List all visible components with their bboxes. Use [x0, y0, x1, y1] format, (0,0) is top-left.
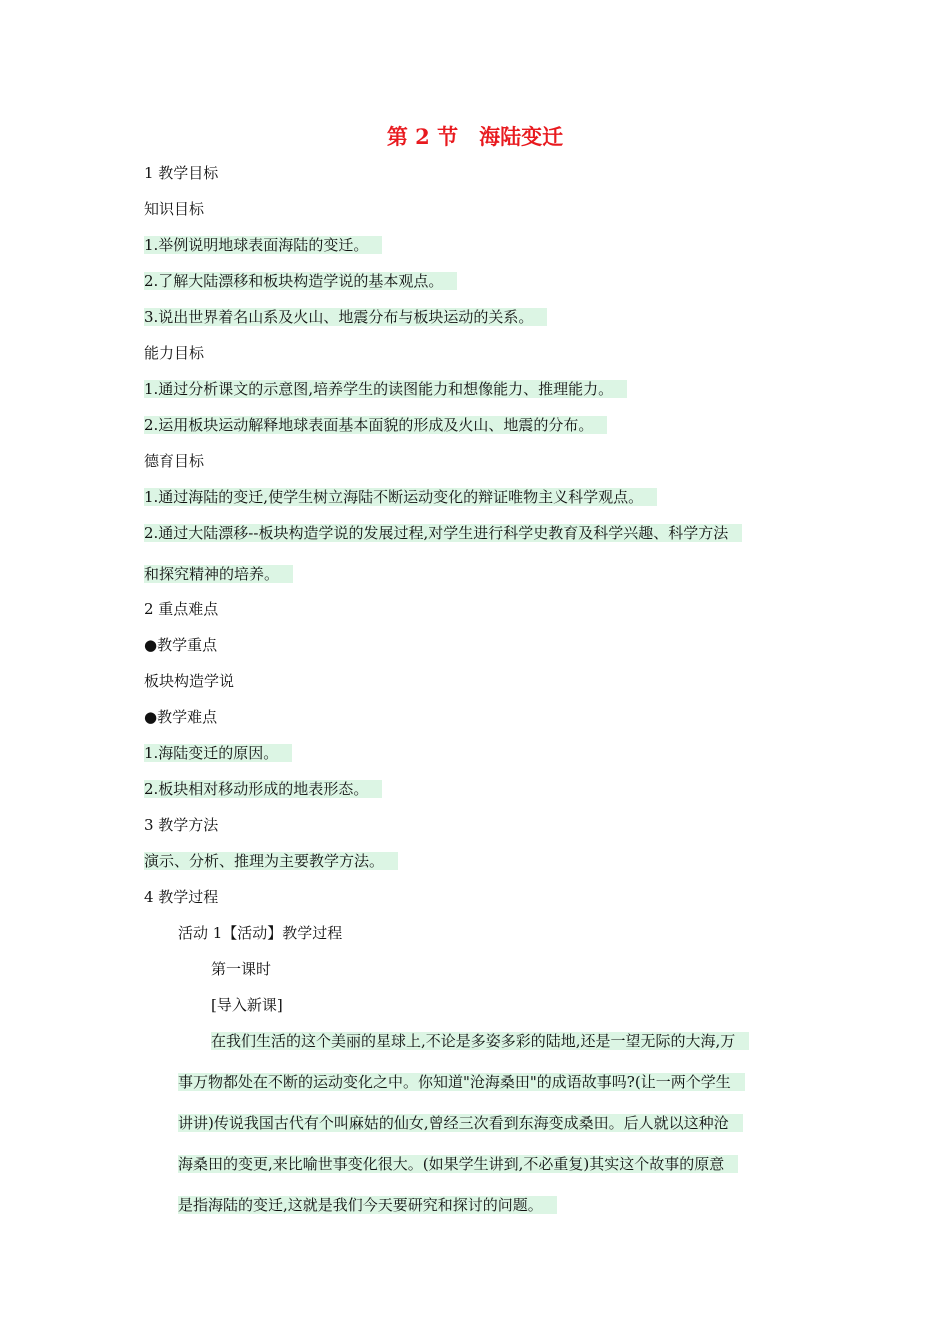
text-line: [144, 850, 398, 872]
line-text: 知识目标: [144, 200, 205, 218]
line-text: [导入新课]: [211, 996, 283, 1014]
line-text: 在我们生活的这个美丽的星球上,不论是多姿多彩的陆地,还是一望无际的大海,万: [211, 1032, 749, 1050]
line-text: 1.举例说明地球表面海陆的变迁。: [144, 236, 382, 254]
line-text: ●教学难点: [144, 708, 218, 726]
line-text: 3 教学方法: [144, 816, 219, 834]
text-line: [144, 270, 457, 292]
text-line: [144, 522, 742, 544]
line-text: 演示、分析、推理为主要教学方法。: [144, 852, 398, 870]
text-line: [178, 922, 342, 944]
text-line: [211, 994, 283, 1016]
line-text: 2 重点难点: [144, 600, 219, 618]
text-line: [144, 670, 234, 692]
text-line: [144, 486, 657, 508]
text-line: [178, 1112, 743, 1134]
text-line: [178, 1071, 745, 1093]
text-line: [144, 886, 218, 908]
text-line: [144, 634, 217, 656]
line-text: 1.通过海陆的变迁,使学生树立海陆不断运动变化的辩证唯物主义科学观点。: [144, 488, 657, 506]
line-text: 讲讲)传说我国古代有个叫麻姑的仙女,曾经三次看到东海变成桑田。后人就以这种沧: [178, 1114, 743, 1132]
line-text: ●教学重点: [144, 636, 218, 654]
text-line: [144, 414, 607, 436]
line-text: 活动 1【活动】教学过程: [178, 924, 343, 942]
text-line: [144, 563, 293, 585]
line-text: 板块构造学说: [144, 672, 235, 690]
text-line: [178, 1153, 738, 1175]
line-text: 2.运用板块运动解释地球表面基本面貌的形成及火山、地震的分布。: [144, 416, 607, 434]
line-text: 1 教学目标: [144, 164, 219, 182]
text-line: [144, 162, 218, 184]
line-text: 事万物都处在不断的运动变化之中。你知道"沧海桑田"的成语故事吗?(让一两个学生: [178, 1073, 745, 1091]
text-line: [144, 234, 382, 256]
text-line: [144, 814, 218, 836]
text-line: [144, 342, 204, 364]
line-text: 1.通过分析课文的示意图,培养学生的读图能力和想像能力、推理能力。: [144, 380, 627, 398]
text-line: [144, 778, 382, 800]
line-text: 德育目标: [144, 452, 205, 470]
line-text: 4 教学过程: [144, 888, 219, 906]
text-line: [144, 198, 204, 220]
line-text: 1.海陆变迁的原因。: [144, 744, 292, 762]
line-text: 2.板块相对移动形成的地表形态。: [144, 780, 382, 798]
line-text: 2.通过大陆漂移--板块构造学说的发展过程,对学生进行科学史教育及科学兴趣、科学方法: [144, 524, 742, 542]
text-line: [211, 958, 271, 980]
text-line: [144, 598, 218, 620]
text-line: [144, 450, 204, 472]
line-text: 海桑田的变更,来比喻世事变化很大。(如果学生讲到,不必重复)其实这个故事的原意: [178, 1155, 738, 1173]
text-line: [144, 306, 547, 328]
text-line: [144, 706, 217, 728]
page-title: 第 2 节 海陆变迁: [386, 124, 564, 149]
line-text: 3.说出世界着名山系及火山、地震分布与板块运动的关系。: [144, 308, 547, 326]
line-text: 是指海陆的变迁,这就是我们今天要研究和探讨的问题。: [178, 1196, 557, 1214]
line-text: 和探究精神的培养。: [144, 565, 293, 583]
text-line: [178, 1194, 557, 1216]
text-line: [144, 378, 627, 400]
line-text: 第一课时: [211, 960, 272, 978]
line-text: 能力目标: [144, 344, 205, 362]
text-line: [144, 742, 292, 764]
line-text: 2.了解大陆漂移和板块构造学说的基本观点。: [144, 272, 457, 290]
text-line: [211, 1030, 749, 1052]
